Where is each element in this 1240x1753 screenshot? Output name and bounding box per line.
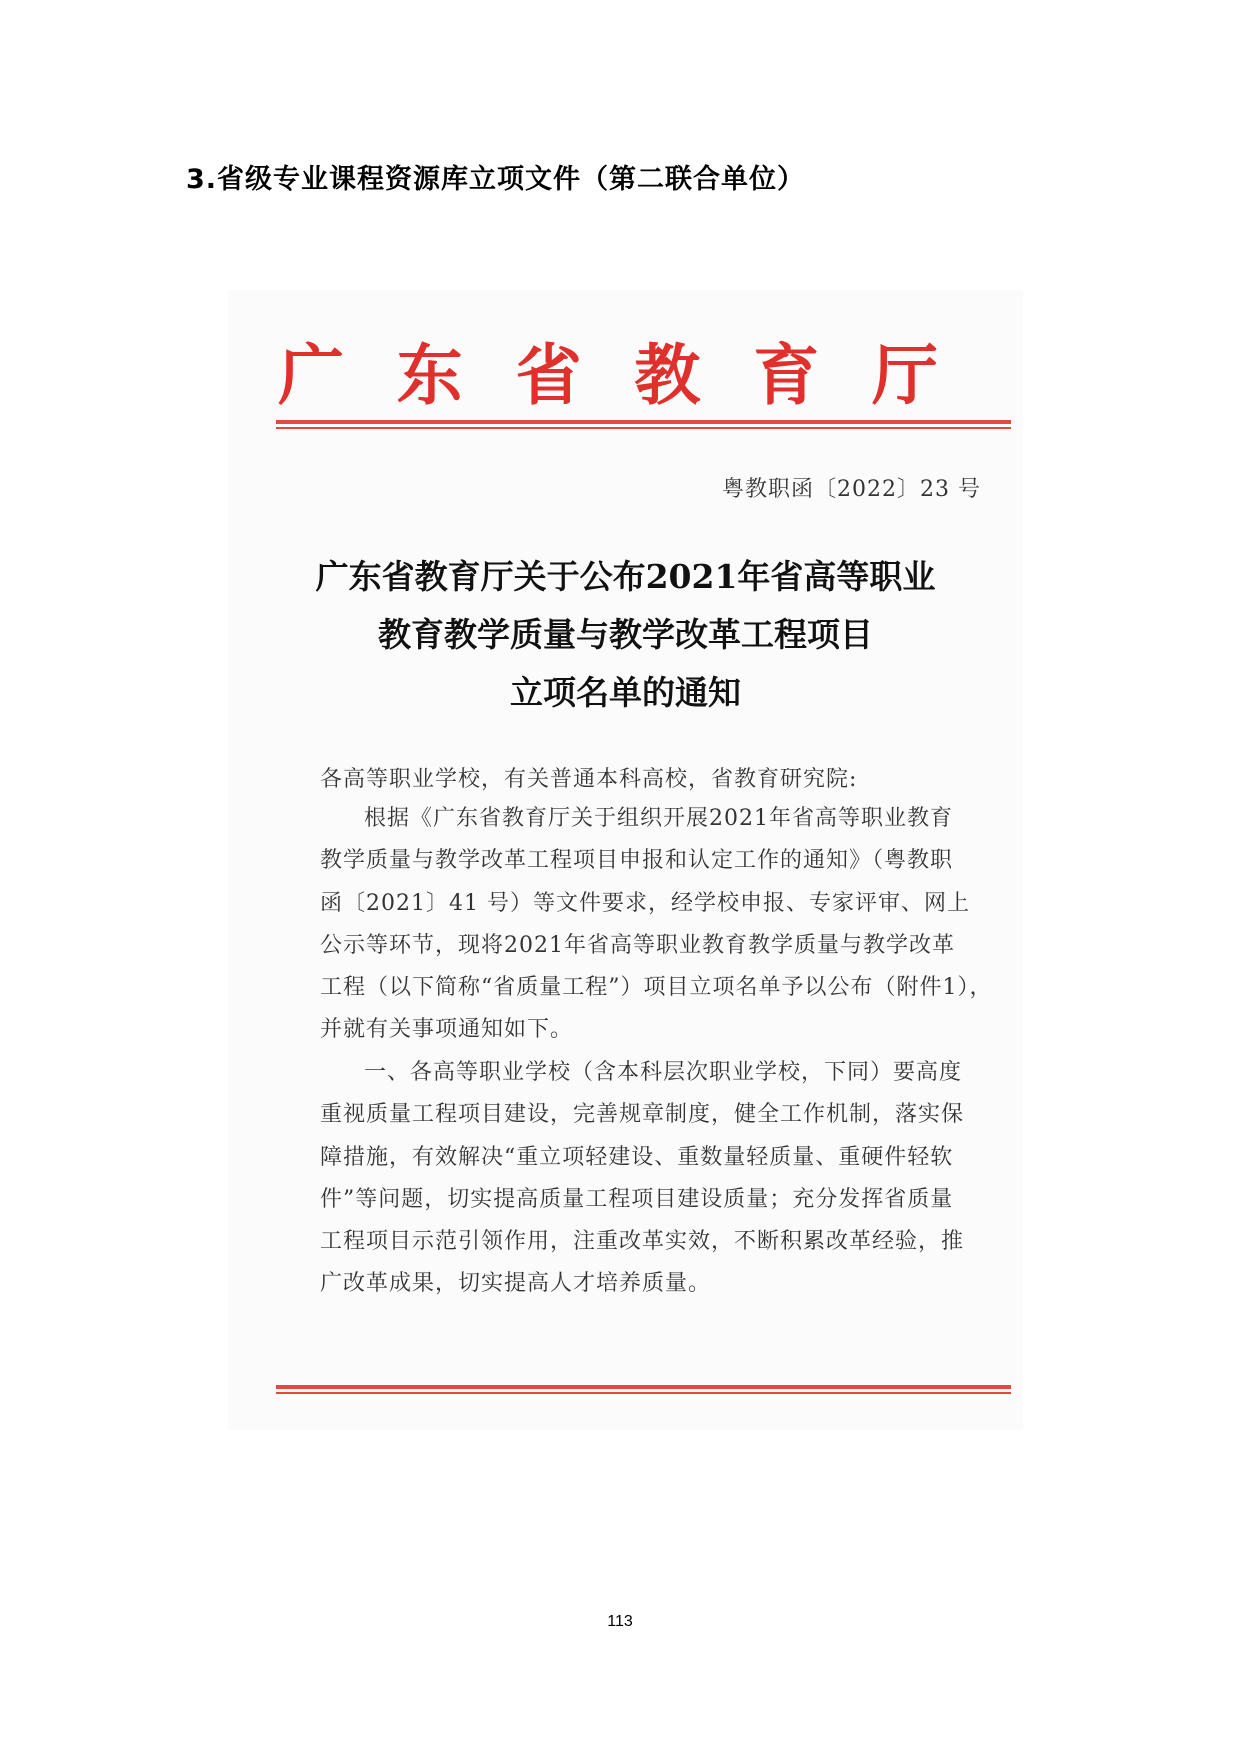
scanned-document xyxy=(228,290,1023,1430)
paragraph-line: 教学质量与教学改革工程项目申报和认定工作的通知》（粤教职 xyxy=(320,848,954,874)
letterhead-char: 厅 xyxy=(871,336,938,414)
page-number: 113 xyxy=(607,1613,633,1630)
paragraph-line: 根据《广东省教育厅关于组织开展2021年省高等职业教育 xyxy=(364,806,953,831)
paragraph-line: 广改革成果，切实提高人才培养质量。 xyxy=(320,1271,712,1297)
paragraph-line: 障措施，有效解决“重立项轻建设、重数量轻质量、重硬件轻软 xyxy=(320,1144,954,1170)
letterhead-divider xyxy=(276,420,1011,424)
salutation: 各高等职业学校，有关普通本科高校，省教育研究院: xyxy=(320,767,858,792)
document-title-line: 广东省教育厅关于公布2021年省高等职业 xyxy=(315,557,936,596)
paragraph-line: 件”等问题，切实提高质量工程项目建设质量；充分发挥省质量 xyxy=(320,1186,954,1212)
letterhead-agency-name xyxy=(278,335,938,415)
paragraph-line: 工程（以下简称“省质量工程”）项目立项名单予以公布（附件1）， xyxy=(320,975,993,1001)
letterhead-char: 育 xyxy=(753,336,820,414)
document-title xyxy=(228,548,1023,722)
paragraph-line: 公示等环节，现将2021年省高等职业教育教学质量与教学改革 xyxy=(320,932,955,958)
paragraph-line: 函〔2021〕41 号）等文件要求，经学校申报、专家评审、网上 xyxy=(320,890,970,916)
letterhead-char: 广 xyxy=(278,336,344,414)
letterhead-char: 省 xyxy=(515,336,582,414)
letterhead-char: 东 xyxy=(396,336,463,414)
document-title-line: 立项名单的通知 xyxy=(510,673,741,712)
letterhead-divider-thin xyxy=(276,427,1011,429)
paragraph-line: 一、各高等职业学校（含本科层次职业学校，下同）要高度 xyxy=(364,1060,963,1085)
paragraph-line: 并就有关事项通知如下。 xyxy=(320,1017,574,1043)
document-title-line: 教育教学质量与教学改革工程项目 xyxy=(378,615,873,654)
body-paragraph-2 xyxy=(320,1052,965,1306)
footer-divider xyxy=(276,1385,1011,1389)
paragraph-line: 工程项目示范引领作用，注重改革实效，不断积累改革经验，推 xyxy=(320,1229,965,1255)
body-paragraph-1 xyxy=(320,798,993,1052)
paragraph-line: 重视质量工程项目建设，完善规章制度，健全工作机制，落实保 xyxy=(320,1102,965,1128)
footer-divider-thin xyxy=(276,1392,1011,1394)
document-number: 粤教职函〔2022〕23 号 xyxy=(722,477,981,502)
letterhead-char: 教 xyxy=(634,336,701,414)
section-heading: 3.省级专业课程资源库立项文件（第二联合单位） xyxy=(186,164,806,195)
